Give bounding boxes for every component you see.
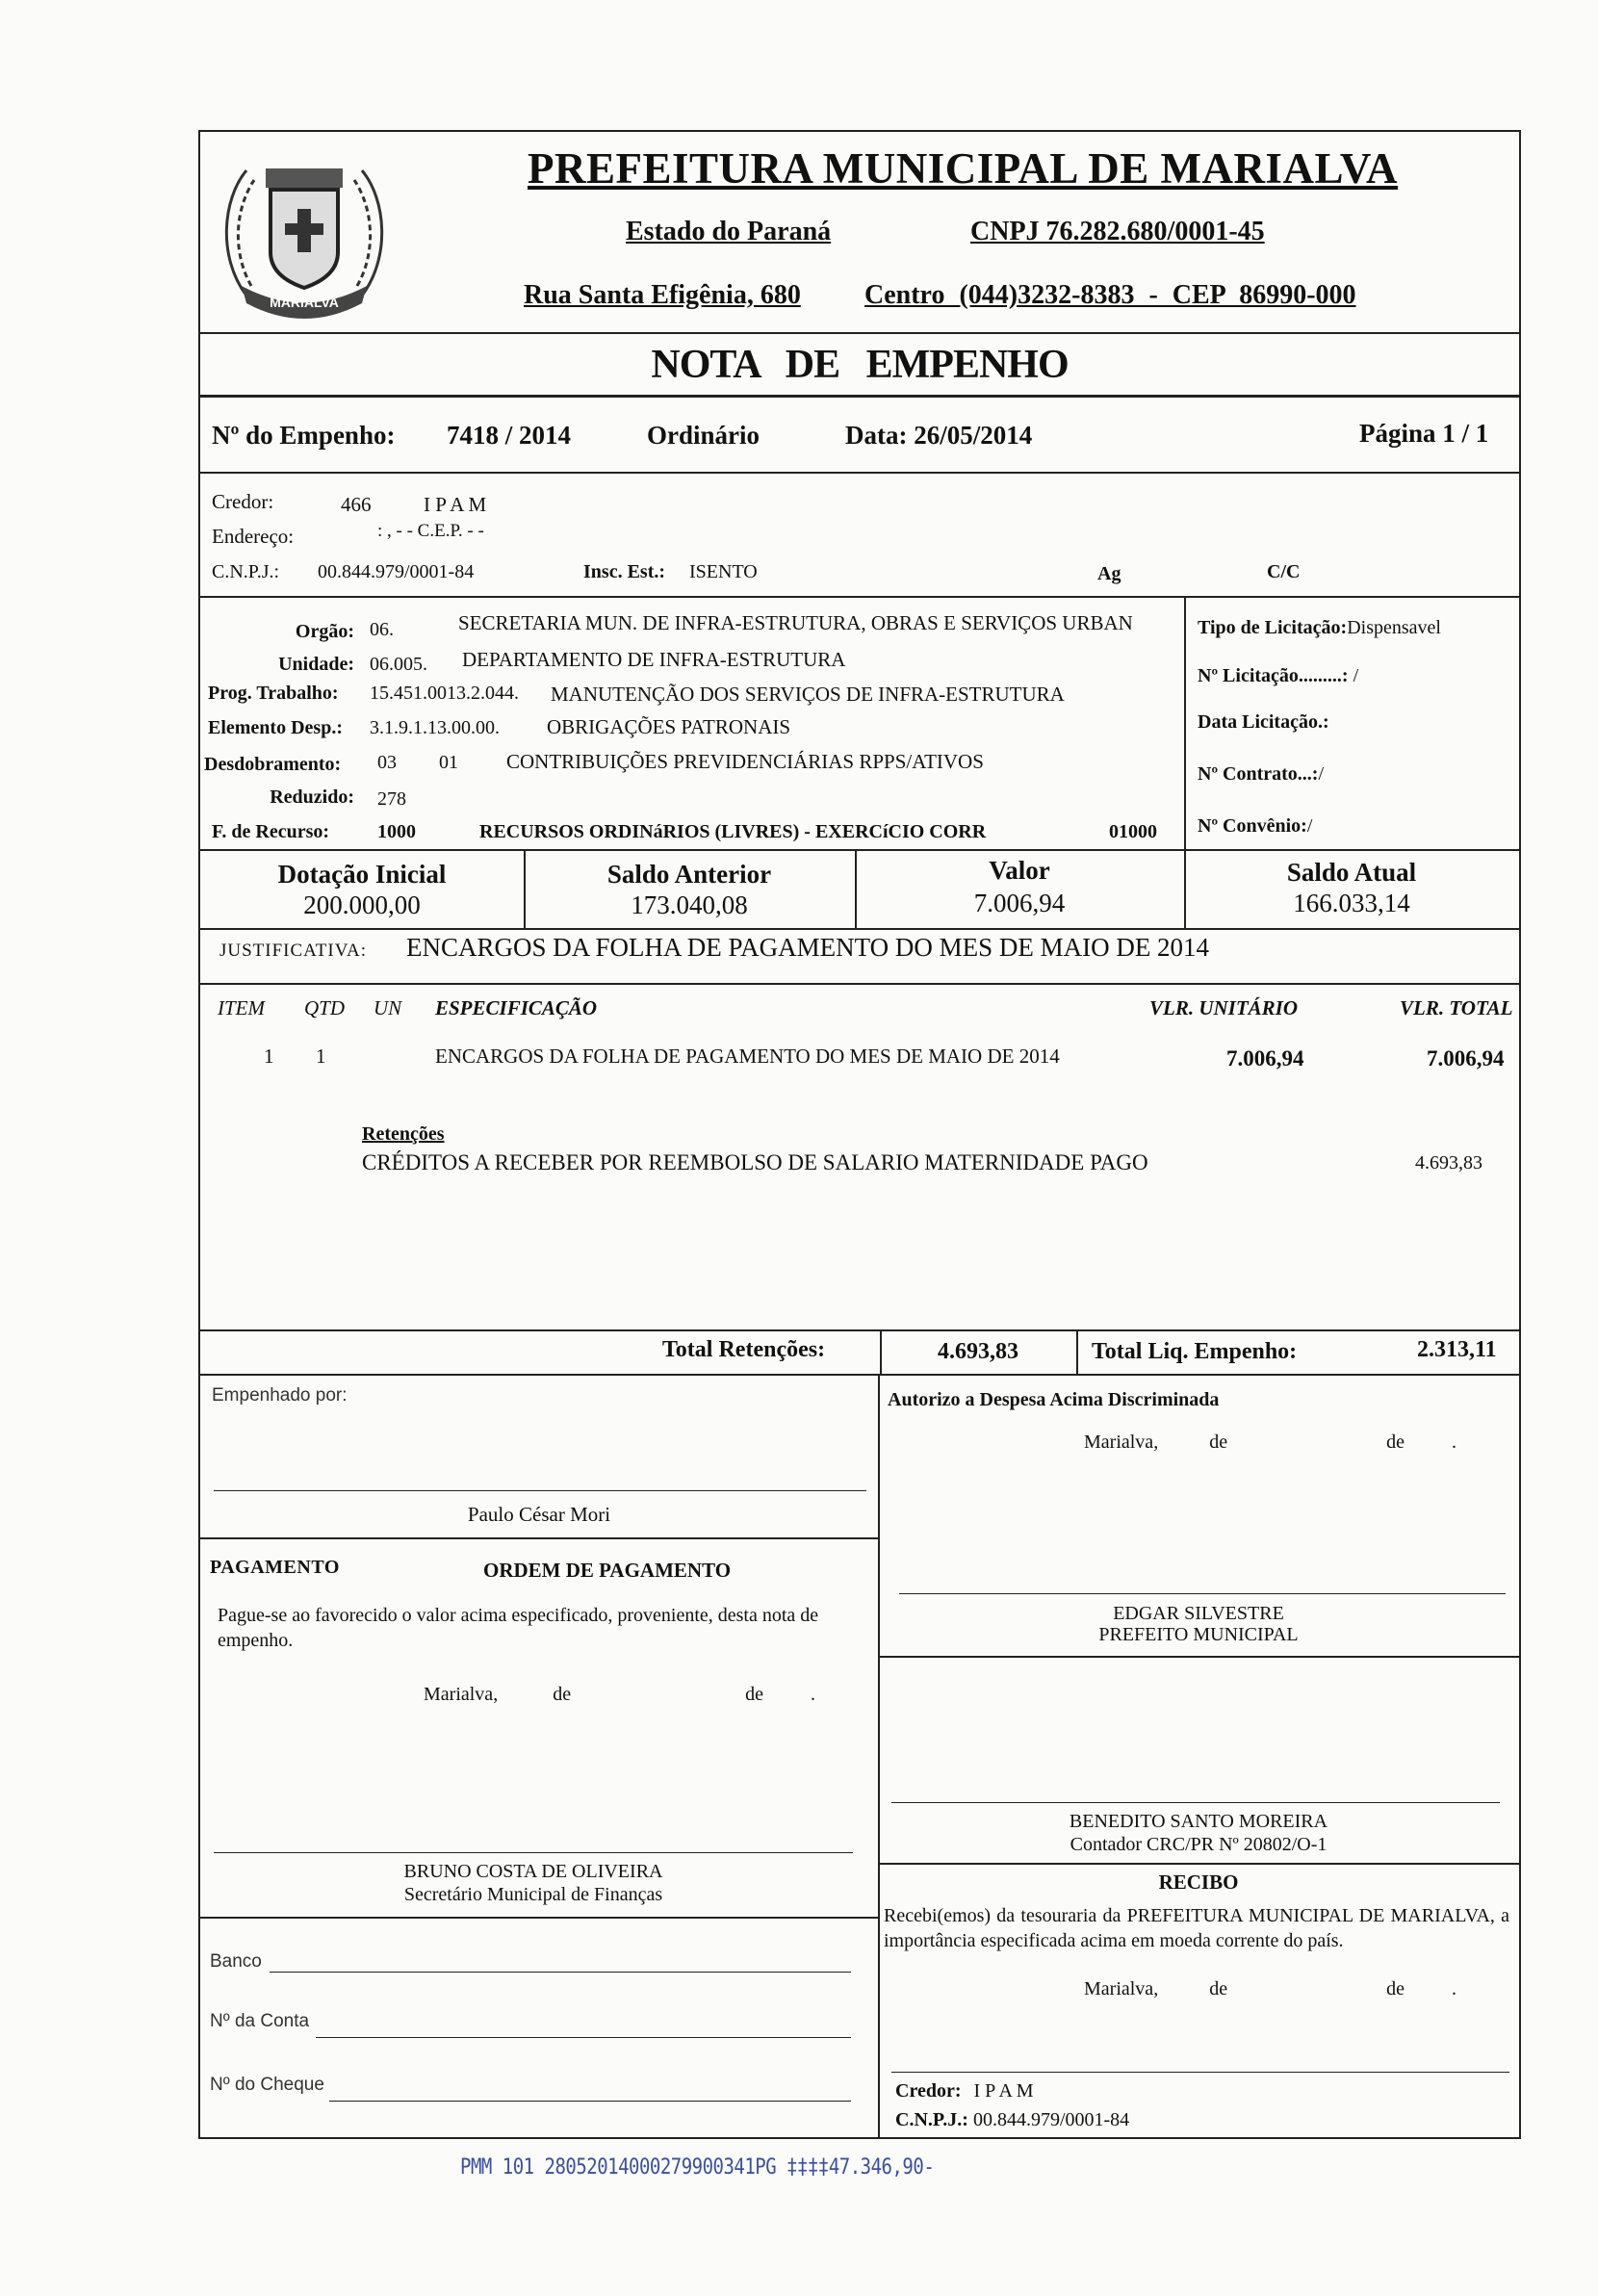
cc-label: C/C — [1267, 561, 1301, 582]
contador-name: BENEDITO SANTO MOREIRA — [1069, 1811, 1328, 1832]
justificativa-label: JUSTIFICATIVA: — [219, 941, 368, 961]
total-liquido-value: 2.313,11 — [1417, 1337, 1497, 1362]
cheque-field[interactable] — [329, 2101, 851, 2102]
prefeitura-address: Rua Santa Efigênia, 680 — [524, 280, 801, 310]
autorizo-label: Autorizo a Despesa Acima Discriminada — [888, 1389, 1220, 1410]
col-qtd: QTD — [304, 996, 346, 1019]
valor-value: 7.006,94 — [973, 889, 1066, 917]
numero-licitacao-label: Nº Licitação.........: — [1198, 665, 1349, 686]
pagamento-de-2: de — [745, 1684, 763, 1705]
secretario-name: BRUNO COSTA DE OLIVEIRA — [403, 1861, 663, 1882]
cnpj-label: C.N.P.J.: — [212, 561, 280, 582]
recibo-de-2: de — [1386, 1978, 1405, 1999]
empenho-date: Data: 26/05/2014 — [845, 421, 1033, 450]
justificativa-text: ENCARGOS DA FOLHA DE PAGAMENTO DO MES DE MAIO DE 2014 — [406, 933, 1210, 962]
recurso-desc: RECURSOS ORDINáRIOS (LIVRES) - EXERCíCIO CORR — [479, 821, 987, 842]
credor-cnpj: 00.844.979/0001-84 — [318, 561, 475, 582]
recibo-cnpj — [895, 2109, 1129, 2131]
retencao-value: 4.693,83 — [1415, 1152, 1482, 1174]
dotacao-inicial-value: 200.000,00 — [303, 890, 421, 919]
data-licitacao-label: Data Licitação.: — [1198, 711, 1329, 733]
row-item: 1 — [264, 1045, 274, 1068]
cheque-label: Nº do Cheque — [210, 2075, 324, 2095]
desdobramento-code-1: 03 — [377, 752, 397, 773]
total-retencoes-value: 4.693,83 — [938, 1339, 1018, 1364]
tipo-licitacao — [1198, 617, 1441, 639]
insc-value: ISENTO — [689, 561, 758, 582]
banco-field[interactable] — [270, 1972, 851, 1973]
autorizo-place: Marialva, — [1084, 1432, 1159, 1453]
prefeitura-title: PREFEITURA MUNICIPAL DE MARIALVA — [528, 144, 1399, 193]
insc-label: Insc. Est.: — [583, 561, 666, 582]
empenho-type: Ordinário — [647, 421, 760, 450]
desdobramento-label: Desdobramento: — [204, 754, 342, 775]
col-un: UN — [374, 996, 402, 1019]
saldo-anterior-label: Saldo Anterior — [606, 860, 772, 889]
col-total: VLR. TOTAL — [1400, 996, 1513, 1019]
reduzido-label: Reduzido: — [270, 787, 354, 808]
recibo-de-1: de — [1209, 1978, 1228, 1999]
pagamento-place: Marialva, — [424, 1684, 499, 1705]
state-name: Estado do Paraná — [626, 217, 832, 246]
empenhado-name: Paulo César Mori — [467, 1503, 611, 1526]
recibo-credor — [895, 2080, 1034, 2103]
municipal-crest-logo — [208, 142, 400, 334]
table-row — [200, 1045, 1519, 1073]
numero-convenio-value: / — [1306, 815, 1313, 837]
orgao-desc: SECRETARIA MUN. DE INFRA-ESTRUTURA, OBRAS E SERVIÇOS URBAN — [458, 611, 1133, 634]
total-retencoes-label: Total Retenções: — [662, 1337, 826, 1362]
elemento-label: Elemento Desp.: — [208, 717, 343, 738]
tipo-licitacao-label: Tipo de Licitação: — [1198, 617, 1348, 638]
prog-code: 15.451.0013.2.044. — [370, 683, 519, 704]
recibo-cnpj-label: C.N.P.J.: — [895, 2109, 968, 2130]
credor-label: Credor: — [212, 490, 274, 513]
crest-text: MARIALVA — [270, 295, 339, 310]
retencao-desc: CRÉDITOS A RECEBER POR REEMBOLSO DE SALARIO MATERNIDADE PAGO — [362, 1150, 1148, 1174]
numero-licitacao-value: / — [1353, 665, 1359, 686]
reduzido-value: 278 — [377, 788, 406, 810]
items-header — [200, 996, 1519, 1025]
contador-role: Contador CRC/PR Nº 20802/O-1 — [1070, 1834, 1327, 1855]
prefeito-name: EDGAR SILVESTRE — [1113, 1603, 1284, 1624]
ag-label: Ag — [1097, 563, 1121, 584]
page-number: Página 1 / 1 — [1359, 419, 1489, 448]
elemento-code: 3.1.9.1.13.00.00. — [370, 717, 500, 738]
col-spec: ESPECIFICAÇÃO — [435, 996, 598, 1019]
row-total: 7.006,94 — [1427, 1046, 1505, 1071]
row-spec: ENCARGOS DA FOLHA DE PAGAMENTO DO MES DE MAIO DE 2014 — [435, 1045, 1060, 1068]
numero-convenio — [1198, 815, 1312, 838]
empenho-number-label: Nº do Empenho: — [212, 421, 396, 450]
saldo-atual-label: Saldo Atual — [1286, 858, 1417, 887]
saldo-anterior-value: 173.040,08 — [631, 890, 748, 919]
prefeito-role: PREFEITO MUNICIPAL — [1098, 1624, 1299, 1645]
unidade-code: 06.005. — [370, 654, 427, 675]
saldo-atual-value: 166.033,14 — [1293, 889, 1410, 917]
pagamento-text: Pague-se ao favorecido o valor acima especificado, proveniente, desta nota de empenho. — [218, 1605, 819, 1651]
nota-de-empenho-form — [198, 130, 1521, 2139]
recibo-credor-label: Credor: — [895, 2080, 962, 2102]
numero-licitacao — [1198, 665, 1358, 687]
unidade-label: Unidade: — [278, 654, 354, 675]
desdobramento-desc: CONTRIBUIÇÕES PREVIDENCIÁRIAS RPPS/ATIVOS — [506, 750, 984, 773]
credor-name: I P A M — [424, 493, 487, 516]
recibo-credor-value: I P A M — [973, 2080, 1034, 2102]
secretario-role: Secretário Municipal de Finanças — [403, 1884, 663, 1905]
numero-contrato-value: / — [1318, 763, 1325, 785]
unidade-desc: DEPARTAMENTO DE INFRA-ESTRUTURA — [462, 648, 846, 671]
orgao-code: 06. — [370, 619, 394, 640]
document-title: NOTA DE EMPENHO — [651, 343, 1069, 387]
credor-code: 466 — [341, 493, 372, 516]
autorizo-de-2: de — [1386, 1432, 1405, 1453]
prog-label: Prog. Trabalho: — [208, 683, 339, 704]
autorizo-date-line: Marialva, de de . — [1084, 1432, 1456, 1453]
empenho-number: 7418 / 2014 — [447, 421, 572, 450]
pagamento-date-line: Marialva, de de . — [424, 1684, 815, 1705]
empenhado-label: Empenhado por: — [212, 1385, 348, 1406]
orgao-label: Orgão: — [295, 621, 354, 642]
numero-convenio-label: Nº Convênio: — [1198, 815, 1307, 837]
retencoes-label: Retenções — [362, 1123, 445, 1145]
col-item: ITEM — [218, 996, 265, 1019]
autorizo-de-1: de — [1209, 1432, 1228, 1453]
row-qtd: 1 — [316, 1045, 326, 1068]
elemento-desc: OBRIGAÇÕES PATRONAIS — [547, 715, 791, 738]
prog-desc: MANUTENÇÃO DOS SERVIÇOS DE INFRA-ESTRUTURA — [551, 683, 1065, 706]
dotacao-inicial-label: Dotação Inicial — [277, 860, 447, 889]
recibo-place: Marialva, — [1084, 1978, 1159, 1999]
recibo-date-line: Marialva, de de . — [1084, 1978, 1456, 1999]
recurso-label: F. de Recurso: — [212, 821, 330, 842]
tipo-licitacao-value: Dispensavel — [1347, 617, 1441, 638]
pagamento-de-1: de — [553, 1684, 572, 1705]
recibo-cnpj-value: 00.844.979/0001-84 — [972, 2109, 1130, 2130]
recibo-text: Recebi(emos) da tesouraria da PREFEITURA MUNICIPAL DE MARIALVA, a importância especificada acima em moeda corrente do país. — [884, 1905, 1509, 1951]
row-unit: 7.006,94 — [1226, 1046, 1304, 1071]
prefeitura-phone-cep: Centro (044)3232-8383 - CEP 86990-000 — [864, 280, 1356, 310]
valor-label: Valor — [989, 856, 1050, 885]
prefeitura-cnpj: CNPJ 76.282.680/0001-45 — [970, 217, 1265, 246]
endereco-label: Endereço: — [212, 525, 295, 548]
banco-label: Banco — [210, 1951, 262, 1972]
ordem-pagamento-label: ORDEM DE PAGAMENTO — [483, 1559, 732, 1582]
conta-field[interactable] — [316, 2037, 851, 2038]
numero-contrato — [1198, 763, 1324, 786]
col-unit: VLR. UNITÁRIO — [1149, 996, 1299, 1019]
pagamento-label: PAGAMENTO — [210, 1557, 340, 1578]
total-liquido-label: Total Liq. Empenho: — [1092, 1339, 1298, 1364]
recurso-code: 1000 — [377, 821, 416, 842]
endereco-value: : , - - C.E.P. - - — [377, 521, 484, 541]
recibo-title: RECIBO — [1158, 1870, 1239, 1894]
recurso-number: 01000 — [1109, 821, 1157, 842]
conta-label: Nº da Conta — [210, 2011, 310, 2031]
desdobramento-code-2: 01 — [439, 752, 458, 773]
payment-stamp: PMM 101 28052014000279900341PG ‡‡‡‡47.346,90- — [460, 2154, 935, 2180]
numero-contrato-label: Nº Contrato...: — [1198, 763, 1319, 785]
